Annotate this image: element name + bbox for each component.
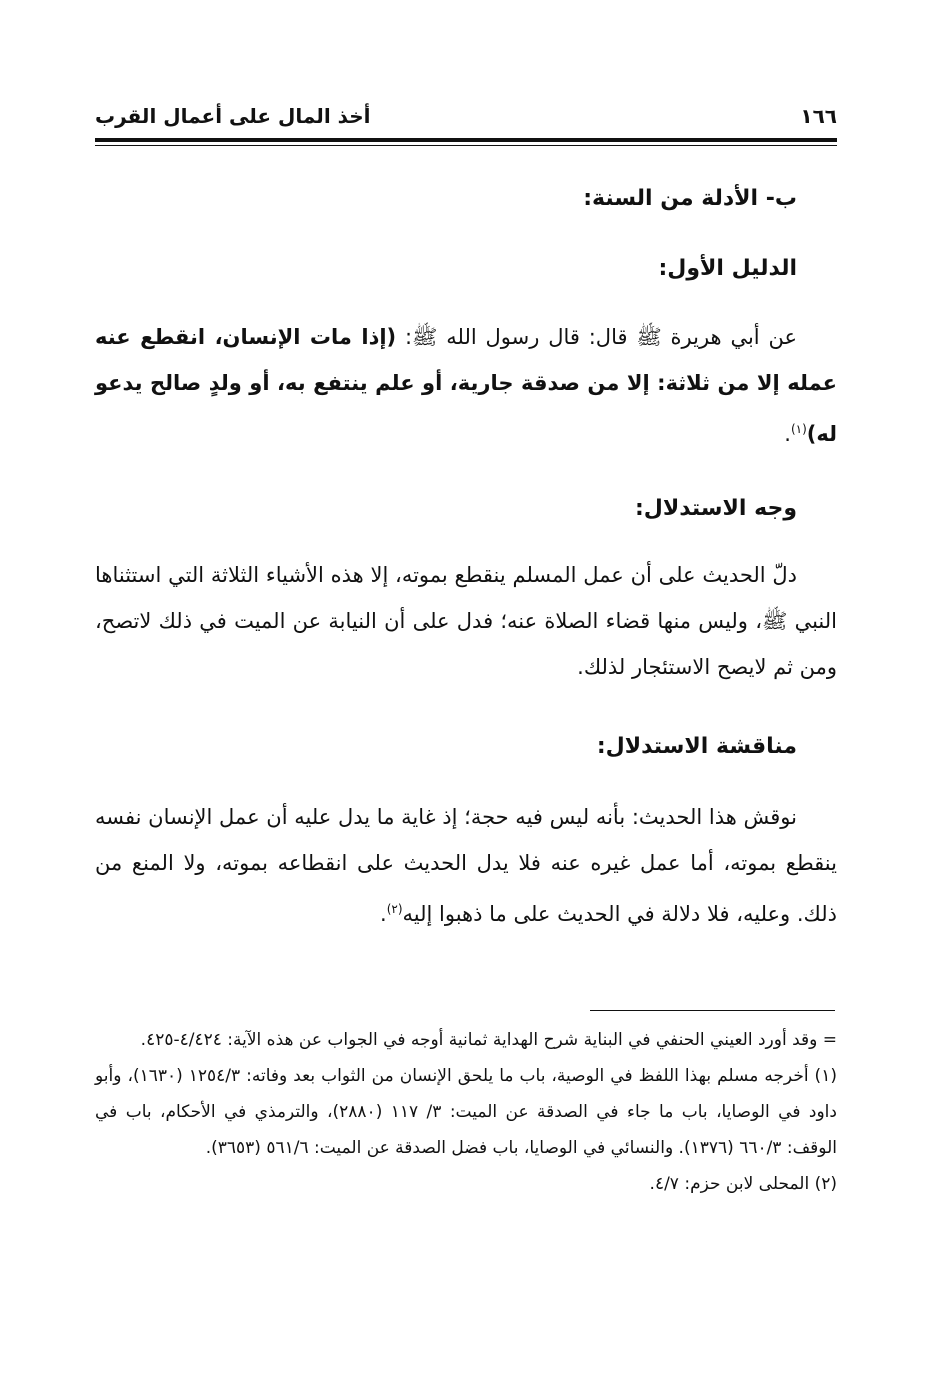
- page-number: ١٦٦: [800, 104, 837, 128]
- hadith-footnote-ref: (١): [790, 422, 807, 436]
- footnote-separator: [590, 1010, 835, 1011]
- hadith-paragraph-block: [95, 314, 837, 457]
- footnote-2: (٢) المحلى لابن حزم: ٤/٧.: [649, 1174, 837, 1194]
- hadith-intro: عن أبي هريرة ﷺ قال: قال رسول الله ﷺ:: [396, 325, 797, 349]
- header-rule-thick: [95, 138, 837, 142]
- discussion-footnote-ref: (٢): [386, 902, 403, 916]
- discussion-text: نوقش هذا الحديث: بأنه ليس فيه حجة؛ إذ غاية ما يدل عليه أن عمل الإنسان نفسه ينقطع بموته، أما عمل غيره عنه فلا يدل الحديث على انقطاعه بموته، ولا المنع من ذلك. وعليه، فلا دلالة في الحديث على ما ذهبوا إليه: [95, 805, 837, 926]
- heading-sunnah-block: [95, 186, 837, 211]
- running-title: أخذ المال على أعمال القرب: [95, 104, 371, 128]
- hadith-end: .: [784, 422, 791, 446]
- hadith-paragraph: [95, 314, 837, 457]
- discussion-paragraph-block: [95, 794, 837, 937]
- header-rule-thin: [95, 145, 837, 146]
- heading-discussion: مناقشة الاستدلال:: [596, 734, 797, 759]
- page-header: [95, 98, 837, 136]
- discussion-paragraph: [95, 794, 837, 937]
- heading-sunnah: ب- الأدلة من السنة:: [583, 186, 797, 211]
- discussion-end: .: [380, 902, 387, 926]
- footnote-1: (١) أخرجه مسلم بهذا اللفظ في الوصية، باب ما يلحق الإنسان من الثواب بعد وفاته: ١٢٥٤/٣ (١٦٣٠)، وأبو داود في الوصايا، باب ما جاء في الصدقة عن الميت: ٣/ ١١٧ (٢٨٨٠)، والترمذي في الأحكام، باب في الوقف: ٦٦٠/٣ (١٣٧٦). والنسائي في الوصايا، باب فضل الصدقة عن الميت: ٥٦١/٦ (٣٦٥٣).: [95, 1066, 837, 1158]
- inference-paragraph: دلّ الحديث على أن عمل المسلم ينقطع بموته، إلا هذه الأشياء الثلاثة التي استثناها النبي ﷺ، وليس منها قضاء الصلاة عنه؛ فدل على أن النيابة عن الميت في ذلك لاتصح، ومن ثم لايصح الاستئجار لذلك.: [95, 563, 837, 679]
- heading-discussion-block: [95, 734, 837, 759]
- hadith-text: (إذا مات الإنسان، انقطع عنه عمله إلا من ثلاثة: إلا من صدقة جارية، أو علم ينتفع به، أو ولدٍ صالح يدعو له): [95, 325, 837, 446]
- heading-inference: وجه الاستدلال:: [634, 496, 797, 521]
- footnotes: [95, 1022, 837, 1202]
- heading-first-evidence-block: [95, 256, 837, 281]
- heading-first-evidence: الدليل الأول:: [658, 256, 797, 281]
- heading-inference-block: [95, 496, 837, 521]
- footnote-continuation: = وقد أورد العيني الحنفي في البناية شرح الهداية ثمانية أوجه في الجواب عن هذه الآية: ٤/٤٢٤-٤٢٥.: [140, 1030, 837, 1050]
- inference-paragraph-block: [95, 552, 837, 690]
